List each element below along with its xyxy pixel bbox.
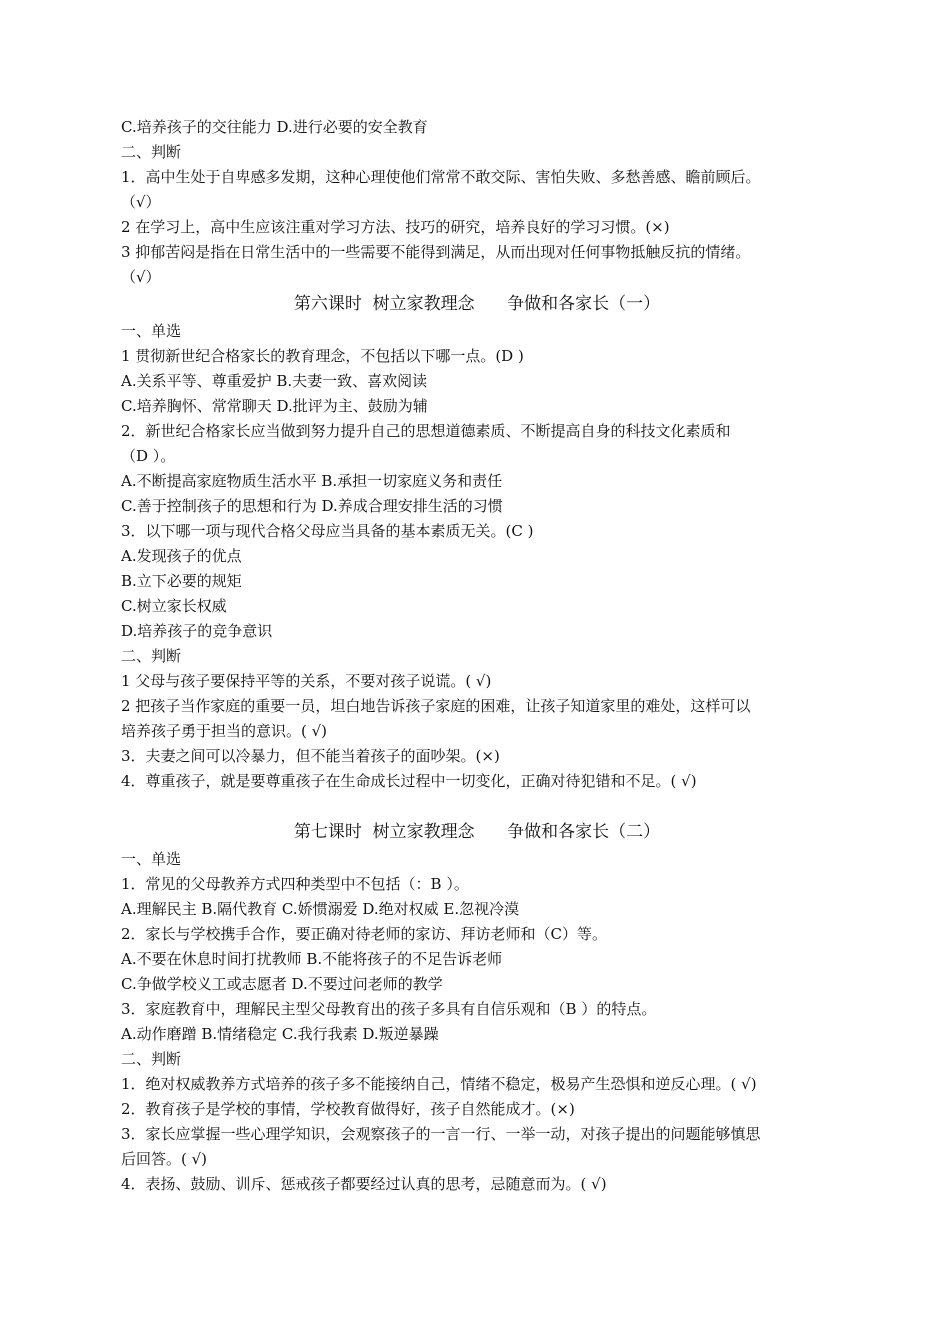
text-line: 1 贯彻新世纪合格家长的教育理念，不包括以下哪一点。(D ) <box>121 347 524 365</box>
lesson-seven-section <box>121 818 833 1197</box>
section-heading: 二、判断 <box>121 143 182 161</box>
lesson-six-title: 第六课时 树立家教理念 争做和各家长（一） <box>293 294 661 314</box>
section-heading: 一、单选 <box>121 850 182 868</box>
text-line: 2．新世纪合格家长应当做到努力提升自己的思想道德素质、不断提高自身的科技文化素质和 <box>121 422 731 440</box>
text-line: 4．尊重孩子，就是要尊重孩子在生命成长过程中一切变化，正确对待犯错和不足。( √) <box>121 772 697 790</box>
text-line: 3．以下哪一项与现代合格父母应当具备的基本素质无关。(C ) <box>121 522 534 540</box>
text-line: C.善于控制孩子的思想和行为 D.养成合理安排生活的习惯 <box>121 497 503 515</box>
lesson-seven-title: 第七课时 树立家教理念 争做和各家长（二） <box>293 822 661 842</box>
section-heading: 二、判断 <box>121 647 182 665</box>
text-line: C.培养孩子的交往能力 D.进行必要的安全教育 <box>121 118 428 136</box>
text-line: 4．表扬、鼓励、训斥、惩戒孩子都要经过认真的思考，忌随意而为。( √) <box>121 1175 607 1193</box>
text-line: A.不要在休息时间打扰教师 B.不能将孩子的不足告诉老师 <box>121 950 503 968</box>
text-line: A.不断提高家庭物质生活水平 B.承担一切家庭义务和责任 <box>121 472 503 490</box>
text-line: 1 父母与孩子要保持平等的关系，不要对孩子说谎。( √) <box>121 672 492 690</box>
text-line: （√） <box>121 193 161 211</box>
text-line: D.培养孩子的竞争意识 <box>121 622 273 640</box>
text-line: 3．夫妻之间可以冷暴力，但不能当着孩子的面吵架。(×) <box>121 747 500 765</box>
text-line: A.动作磨蹭 B.情绪稳定 C.我行我素 D.叛逆暴躁 <box>121 1025 439 1043</box>
continued-section <box>121 115 833 290</box>
text-line: 1．高中生处于自卑感多发期，这种心理使他们常常不敢交际、害怕失败、多愁善感、瞻前顾后。 <box>121 168 761 186</box>
text-line: 后回答。( √) <box>121 1150 208 1168</box>
section-heading: 二、判断 <box>121 1050 182 1068</box>
text-line: 2 在学习上，高中生应该注重对学习方法、技巧的研究，培养良好的学习习惯。(×) <box>121 218 670 236</box>
text-line: （√） <box>121 268 161 286</box>
section-heading: 一、单选 <box>121 322 182 340</box>
text-line: 3．家庭教育中，理解民主型父母教育出的孩子多具有自信乐观和（B ）的特点。 <box>121 1000 657 1018</box>
text-line: 3．家长应掌握一些心理学知识，会观察孩子的一言一行、一举一动，对孩子提出的问题能够慎思 <box>121 1125 761 1143</box>
text-line: （D ）。 <box>121 447 176 465</box>
text-line: C.树立家长权威 <box>121 597 227 615</box>
text-line: 2 把孩子当作家庭的重要一员，坦白地告诉孩子家庭的困难，让孩子知道家里的难处，这样可以 <box>121 697 751 715</box>
text-line: C.培养胸怀、常常聊天 D.批评为主、鼓励为辅 <box>121 397 428 415</box>
text-line: C.争做学校义工或志愿者 D.不要过问老师的教学 <box>121 975 443 993</box>
section-spacer <box>121 794 833 818</box>
text-line: A.理解民主 B.隔代教育 C.娇惯溺爱 D.绝对权威 E.忽视冷漠 <box>121 900 520 918</box>
text-line: 1．常见的父母教养方式四种类型中不包括（：B ）。 <box>121 875 469 893</box>
text-line: 3 抑郁苦闷是指在日常生活中的一些需要不能得到满足，从而出现对任何事物抵触反抗的情绪。 <box>121 243 751 261</box>
lesson-six-section <box>121 290 833 794</box>
text-line: 培养孩子勇于担当的意识。( √) <box>121 722 328 740</box>
text-line: 2．家长与学校携手合作，要正确对待老师的家访、拜访老师和（C）等。 <box>121 925 608 943</box>
text-line: 2．教育孩子是学校的事情，学校教育做得好，孩子自然能成才。(×) <box>121 1100 575 1118</box>
document-page <box>121 115 833 1197</box>
text-line: B.立下必要的规矩 <box>121 572 242 590</box>
text-line: 1．绝对权威教养方式培养的孩子多不能接纳自己，情绪不稳定，极易产生恐惧和逆反心理。( √) <box>121 1075 757 1093</box>
text-line: A.发现孩子的优点 <box>121 547 242 565</box>
text-line: A.关系平等、尊重爱护 B.夫妻一致、喜欢阅读 <box>121 372 428 390</box>
